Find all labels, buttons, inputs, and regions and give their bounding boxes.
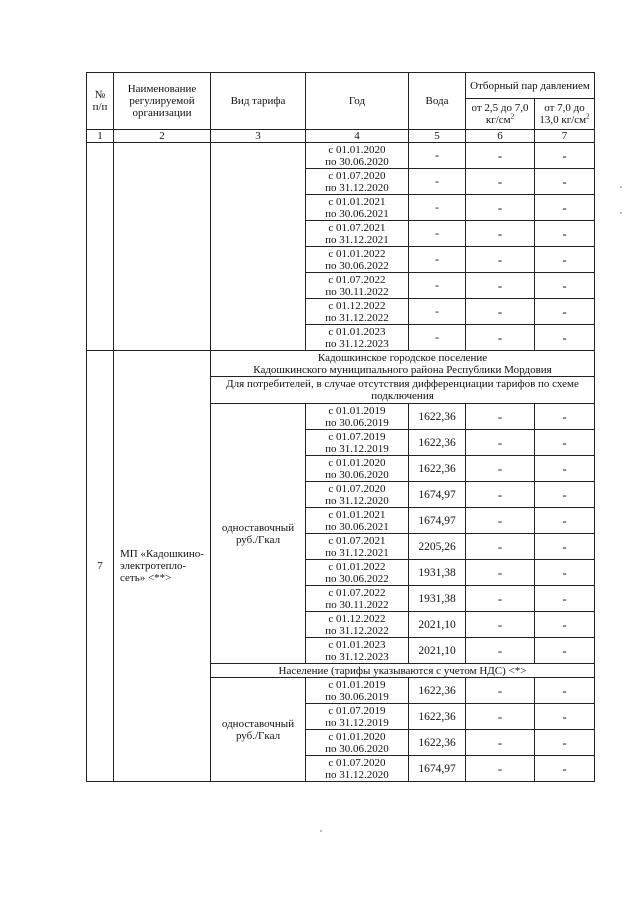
period-to: по 31.12.2022 [325,311,389,324]
period-from: с 01.07.2020 [328,482,386,495]
steam-high-value: - [535,534,595,560]
steam-high-value: - [535,325,595,351]
steam-low-value: - [466,169,535,195]
header-water: Вода [409,73,466,130]
period-from: с 01.07.2019 [328,430,386,443]
period-cell [306,482,409,508]
column-number: 1 [87,130,114,143]
steam-high-value: - [535,612,595,638]
water-value: - [409,169,466,195]
water-value: - [409,247,466,273]
empty-number-cell [87,143,114,351]
region-line: Кадошкинское городское поселение [317,351,488,364]
row-number: 7 [87,351,114,782]
header-steam-group: Отборный пар давлением [466,73,595,99]
empty-tariff-cell [211,143,306,351]
steam-high-value: - [535,678,595,704]
steam-low-value: - [466,221,535,247]
period-from: с 01.07.2019 [328,704,386,717]
population-subheader: Население (тарифы указываются с учетом НДС) <*> [211,664,595,678]
steam-high-value: - [535,456,595,482]
period-from: с 01.01.2021 [328,508,386,521]
water-value: 1622,36 [409,704,466,730]
period-from: с 01.07.2020 [328,756,386,769]
consumer-subheader: Для потребителей, в случае отсутствия дифференциации тарифов по схеме подключения [211,377,595,404]
period-from: с 01.01.2020 [328,730,386,743]
column-number: 3 [211,130,306,143]
steam-low-value: - [466,586,535,612]
steam-high-value: - [535,508,595,534]
period-to: по 30.11.2022 [325,285,389,298]
column-number: 5 [409,130,466,143]
period-from: с 01.07.2022 [328,273,386,286]
steam-low-value: - [466,730,535,756]
period-to: по 31.12.2020 [325,181,389,194]
steam-high-value: - [535,730,595,756]
steam-high-value: - [535,221,595,247]
water-value: 1674,97 [409,482,466,508]
period-cell [306,247,409,273]
period-from: с 01.07.2021 [328,221,386,234]
period-to: по 31.12.2021 [325,233,389,246]
water-value: 1622,36 [409,430,466,456]
steam-high-value: - [535,195,595,221]
empty-organization-cell [114,143,211,351]
period-to: по 30.11.2022 [325,598,389,611]
water-value: 2021,10 [409,638,466,664]
scan-speck [620,186,622,188]
steam-high-value: - [535,482,595,508]
water-value: 1622,36 [409,404,466,430]
steam-high-value: - [535,560,595,586]
period-from: с 01.01.2022 [328,247,386,260]
water-value: - [409,195,466,221]
period-cell [306,195,409,221]
steam-high-value: - [535,273,595,299]
column-number: 2 [114,130,211,143]
steam-low-value: - [466,404,535,430]
water-value: 1622,36 [409,730,466,756]
period-to: по 30.06.2022 [325,259,389,272]
steam-low-value: - [466,273,535,299]
period-from: с 01.01.2022 [328,560,386,573]
period-from: с 01.07.2022 [328,586,386,599]
period-to: по 31.12.2021 [325,546,389,559]
period-cell [306,534,409,560]
period-from: с 01.01.2019 [328,404,386,417]
period-cell [306,143,409,169]
period-from: с 01.12.2022 [328,299,386,312]
water-value: 2021,10 [409,612,466,638]
period-cell [306,730,409,756]
organization-name: МП «Кадошкино-электротепло-сеть» <**> [114,351,211,782]
period-cell [306,678,409,704]
steam-high-value: - [535,430,595,456]
steam-high-value: - [535,756,595,782]
region-title [211,351,595,377]
steam-low-value: - [466,247,535,273]
period-to: по 30.06.2021 [325,207,389,220]
period-cell [306,704,409,730]
water-value: 1674,97 [409,756,466,782]
period-to: по 30.06.2020 [325,468,389,481]
column-number: 6 [466,130,535,143]
steam-low-value: - [466,456,535,482]
period-cell [306,756,409,782]
period-to: по 30.06.2019 [325,416,389,429]
period-cell [306,221,409,247]
steam-low-value: - [466,638,535,664]
period-cell [306,612,409,638]
scan-speck [620,212,622,214]
steam-high-value: - [535,586,595,612]
period-to: по 31.12.2023 [325,650,389,663]
steam-high-value: - [535,169,595,195]
period-cell [306,586,409,612]
column-number: 4 [306,130,409,143]
water-value: 1674,97 [409,508,466,534]
period-cell [306,430,409,456]
period-cell [306,560,409,586]
header-tariff-type: Вид тарифа [211,73,306,130]
period-to: по 30.06.2021 [325,520,389,533]
header-steam-high: от 7,0 до 13,0 $кг/см^2$ [535,99,595,130]
header-number: № п/п [87,73,114,130]
steam-low-value: - [466,195,535,221]
steam-low-value: - [466,325,535,351]
period-cell [306,638,409,664]
steam-high-value: - [535,638,595,664]
steam-high-value: - [535,404,595,430]
period-from: с 01.12.2022 [328,612,386,625]
steam-low-value: - [466,508,535,534]
period-from: с 01.01.2021 [328,195,386,208]
steam-low-value: - [466,299,535,325]
water-value: 1622,36 [409,456,466,482]
steam-high-value: - [535,299,595,325]
period-to: по 30.06.2019 [325,690,389,703]
period-to: по 30.06.2022 [325,572,389,585]
period-to: по 30.06.2020 [325,155,389,168]
tariff-type: одноставочный руб./Гкал [211,678,306,782]
period-to: по 31.12.2023 [325,337,389,350]
steam-low-value: - [466,430,535,456]
tariff-type: одноставочный руб./Гкал [211,404,306,664]
steam-high-value: - [535,247,595,273]
steam-low-value: - [466,612,535,638]
period-cell [306,169,409,195]
period-from: с 01.07.2021 [328,534,386,547]
steam-low-value: - [466,482,535,508]
region-row [87,351,595,377]
period-from: с 01.07.2020 [328,169,386,182]
water-value: - [409,143,466,169]
water-value: 1931,38 [409,586,466,612]
period-to: по 31.12.2020 [325,494,389,507]
period-to: по 31.12.2022 [325,624,389,637]
period-to: по 30.06.2020 [325,742,389,755]
period-from: с 01.01.2019 [328,678,386,691]
water-value: 1622,36 [409,678,466,704]
period-cell [306,508,409,534]
water-value: 1931,38 [409,560,466,586]
period-from: с 01.01.2023 [328,325,386,338]
period-from: с 01.01.2023 [328,638,386,651]
steam-low-value: - [466,534,535,560]
period-to: по 31.12.2019 [325,716,389,729]
column-number: 7 [535,130,595,143]
table-row [87,143,595,169]
steam-low-value: - [466,560,535,586]
header-organization: Наименование регулируемой организации [114,73,211,130]
water-value: - [409,273,466,299]
period-cell [306,299,409,325]
steam-low-value: - [466,143,535,169]
steam-high-value: - [535,704,595,730]
column-number-row [87,130,595,143]
water-value: 2205,26 [409,534,466,560]
period-cell [306,325,409,351]
period-to: по 31.12.2020 [325,768,389,781]
scan-speck [320,830,322,832]
steam-low-value: - [466,704,535,730]
steam-high-value: - [535,143,595,169]
region-line: Кадошкинского муниципального района Республики Мордовия [253,363,552,376]
header-year: Год [306,73,409,130]
water-value: - [409,299,466,325]
water-value: - [409,221,466,247]
steam-low-value: - [466,756,535,782]
period-cell [306,273,409,299]
period-to: по 31.12.2019 [325,442,389,455]
tariff-table [86,72,595,782]
period-from: с 01.01.2020 [328,456,386,469]
water-value: - [409,325,466,351]
steam-low-value: - [466,678,535,704]
period-from: с 01.01.2020 [328,143,386,156]
period-cell [306,404,409,430]
period-cell [306,456,409,482]
header-steam-low: от 2,5 до 7,0 $кг/см^2$ [466,99,535,130]
